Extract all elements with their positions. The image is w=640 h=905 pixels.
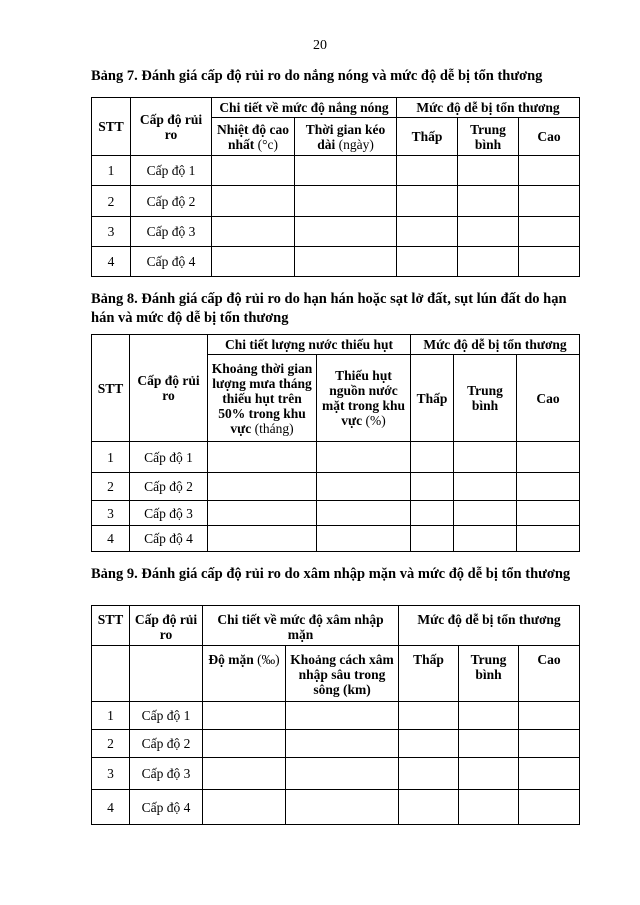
table7-header-stt: STT: [92, 98, 131, 156]
table8-row4-stt: 4: [92, 526, 130, 552]
table9-row3-stt: 3: [92, 758, 130, 790]
table7-header-temperature-unit: (°c): [257, 136, 279, 152]
table-row: [92, 247, 580, 277]
table8-header-low: Thấp: [411, 355, 454, 442]
table-cell: [286, 790, 399, 825]
table9-header-vulnerability: Mức độ dễ bị tổn thương: [399, 606, 580, 646]
table7-header-low: Thấp: [397, 118, 458, 156]
table-row: [92, 473, 580, 501]
table7-header-duration-label: Thời gian kéo dài: [305, 121, 386, 152]
table-row: [92, 730, 580, 758]
table-cell: [454, 442, 517, 473]
table-row: [92, 442, 580, 473]
table-cell: [317, 473, 411, 501]
table7-row3-level: Cấp độ 3: [131, 217, 212, 247]
table7-row1-stt: 1: [92, 156, 131, 186]
table-cell: [519, 217, 580, 247]
table-cell: [286, 702, 399, 730]
table8-row3-level: Cấp độ 3: [130, 501, 208, 526]
table9-header-intrusion-distance: Khoảng cách xâm nhập sâu trong sông (km): [286, 646, 399, 702]
table9-row4-level: Cấp độ 4: [130, 790, 203, 825]
table-cell: [397, 186, 458, 217]
table-cell: [208, 501, 317, 526]
table-cell: [399, 758, 459, 790]
table9-header-salinity-unit: (‰): [257, 652, 280, 667]
table7-header-vulnerability: Mức độ dễ bị tổn thương: [397, 98, 580, 118]
table9-header-stt-continued: [92, 646, 130, 702]
table-cell: [459, 758, 519, 790]
table-cell: [295, 186, 397, 217]
table9-header-detail: Chi tiết về mức độ xâm nhập mặn: [203, 606, 399, 646]
table-cell: [295, 156, 397, 186]
table-cell: [295, 217, 397, 247]
table-cell: [208, 526, 317, 552]
table-row: [92, 702, 580, 730]
table-cell: [212, 186, 295, 217]
table9-header-medium: Trung bình: [459, 646, 519, 702]
table-cell: [212, 217, 295, 247]
table8-row2-level: Cấp độ 2: [130, 473, 208, 501]
table7: [91, 97, 580, 277]
table-cell: [459, 702, 519, 730]
table7-caption: Bảng 7. Đánh giá cấp độ rủi ro do nắng nóng và mức độ dễ bị tổn thương: [91, 68, 543, 84]
table-cell: [517, 473, 580, 501]
table8-header-rain-deficit: [208, 355, 317, 442]
table8-row1-stt: 1: [92, 442, 130, 473]
table9-row2-level: Cấp độ 2: [130, 730, 203, 758]
table8-row1-level: Cấp độ 1: [130, 442, 208, 473]
table-cell: [517, 526, 580, 552]
table7-row4-stt: 4: [92, 247, 131, 277]
table-cell: [519, 758, 580, 790]
table7-header-medium: Trung bình: [458, 118, 519, 156]
table-row: [92, 758, 580, 790]
table-cell: [203, 702, 286, 730]
table-cell: [212, 156, 295, 186]
table9-header-salinity: [203, 646, 286, 702]
table-cell: [517, 442, 580, 473]
table8-header-detail: Chi tiết lượng nước thiếu hụt: [208, 335, 411, 355]
table-cell: [399, 702, 459, 730]
page-number: 20: [313, 38, 327, 53]
table-cell: [411, 442, 454, 473]
table9-header-low: Thấp: [399, 646, 459, 702]
table9-row1-level: Cấp độ 1: [130, 702, 203, 730]
table-cell: [203, 758, 286, 790]
table-cell: [397, 247, 458, 277]
table-cell: [286, 730, 399, 758]
table-row: [92, 501, 580, 526]
table8-header-high: Cao: [517, 355, 580, 442]
table-cell: [519, 247, 580, 277]
table9-caption: Bảng 9. Đánh giá cấp độ rủi ro do xâm nhập mặn và mức độ dễ bị tổn thương: [91, 566, 571, 582]
table7-row3-stt: 3: [92, 217, 131, 247]
table-cell: [519, 156, 580, 186]
table8: [91, 334, 580, 552]
table8-header-rain-deficit-label: Khoảng thời gian lượng mưa tháng thiếu hụt trên 50% trong khu vực: [211, 360, 313, 436]
table8-header-level: Cấp độ rủi ro: [130, 335, 208, 442]
table-cell: [208, 442, 317, 473]
table7-header-temperature: [212, 118, 295, 156]
table7-header-duration-unit: (ngày): [338, 136, 374, 152]
table-cell: [459, 790, 519, 825]
table-cell: [411, 501, 454, 526]
table-cell: [397, 156, 458, 186]
table7-header-high: Cao: [519, 118, 580, 156]
table8-row2-stt: 2: [92, 473, 130, 501]
table7-header-detail: Chi tiết về mức độ nắng nóng: [212, 98, 397, 118]
table8-row3-stt: 3: [92, 501, 130, 526]
table-cell: [411, 473, 454, 501]
table-cell: [458, 186, 519, 217]
table9-header-level: Cấp độ rủi ro: [130, 606, 203, 646]
table-cell: [519, 186, 580, 217]
table-cell: [459, 730, 519, 758]
table-cell: [399, 790, 459, 825]
table9-header-level-continued: [130, 646, 203, 702]
table-cell: [454, 501, 517, 526]
table-cell: [458, 247, 519, 277]
table-cell: [454, 526, 517, 552]
table-cell: [519, 730, 580, 758]
table-cell: [458, 156, 519, 186]
table8-header-water-deficit-unit: (%): [365, 413, 386, 428]
table-row: [92, 790, 580, 825]
table9-header-stt: STT: [92, 606, 130, 646]
table-cell: [317, 501, 411, 526]
table-cell: [208, 473, 317, 501]
table-cell: [286, 758, 399, 790]
table8-header-vulnerability: Mức độ dễ bị tổn thương: [411, 335, 580, 355]
table7-row2-level: Cấp độ 2: [131, 186, 212, 217]
table-cell: [317, 526, 411, 552]
table9-header-high: Cao: [519, 646, 580, 702]
table-row: [92, 526, 580, 552]
table7-row4-level: Cấp độ 4: [131, 247, 212, 277]
table7-row2-stt: 2: [92, 186, 131, 217]
table8-header-stt: STT: [92, 335, 130, 442]
table-cell: [411, 526, 454, 552]
table-cell: [317, 442, 411, 473]
table-row: [92, 156, 580, 186]
table-cell: [295, 247, 397, 277]
table7-header-duration: [295, 118, 397, 156]
table8-row4-level: Cấp độ 4: [130, 526, 208, 552]
table-row: [92, 217, 580, 247]
table9-row1-stt: 1: [92, 702, 130, 730]
table9-row2-stt: 2: [92, 730, 130, 758]
table8-caption: Bảng 8. Đánh giá cấp độ rủi ro do hạn hán hoặc sạt lở đất, sụt lún đất do hạn hán và mức độ dễ bị tổn thương: [91, 291, 567, 326]
table9-row3-level: Cấp độ 3: [130, 758, 203, 790]
table9-row4-stt: 4: [92, 790, 130, 825]
table9-header-salinity-label: Độ mặn: [208, 652, 254, 667]
table-cell: [212, 247, 295, 277]
table8-header-medium: Trung bình: [454, 355, 517, 442]
table-cell: [519, 790, 580, 825]
table8-header-rain-deficit-unit: (tháng): [254, 420, 294, 436]
table-cell: [458, 217, 519, 247]
table9: [91, 605, 580, 825]
table7-row1-level: Cấp độ 1: [131, 156, 212, 186]
table-cell: [399, 730, 459, 758]
table-cell: [517, 501, 580, 526]
table7-header-temperature-label: Nhiệt độ cao nhất: [217, 121, 289, 152]
table-cell: [203, 730, 286, 758]
table-cell: [519, 702, 580, 730]
table7-header-level: Cấp độ rủi ro: [131, 98, 212, 156]
table8-header-water-deficit-label: Thiếu hụt nguồn nước mặt trong khu vực: [321, 368, 406, 428]
table-row: [92, 186, 580, 217]
table-cell: [203, 790, 286, 825]
table-cell: [454, 473, 517, 501]
table-cell: [397, 217, 458, 247]
table8-header-water-deficit: [317, 355, 411, 442]
